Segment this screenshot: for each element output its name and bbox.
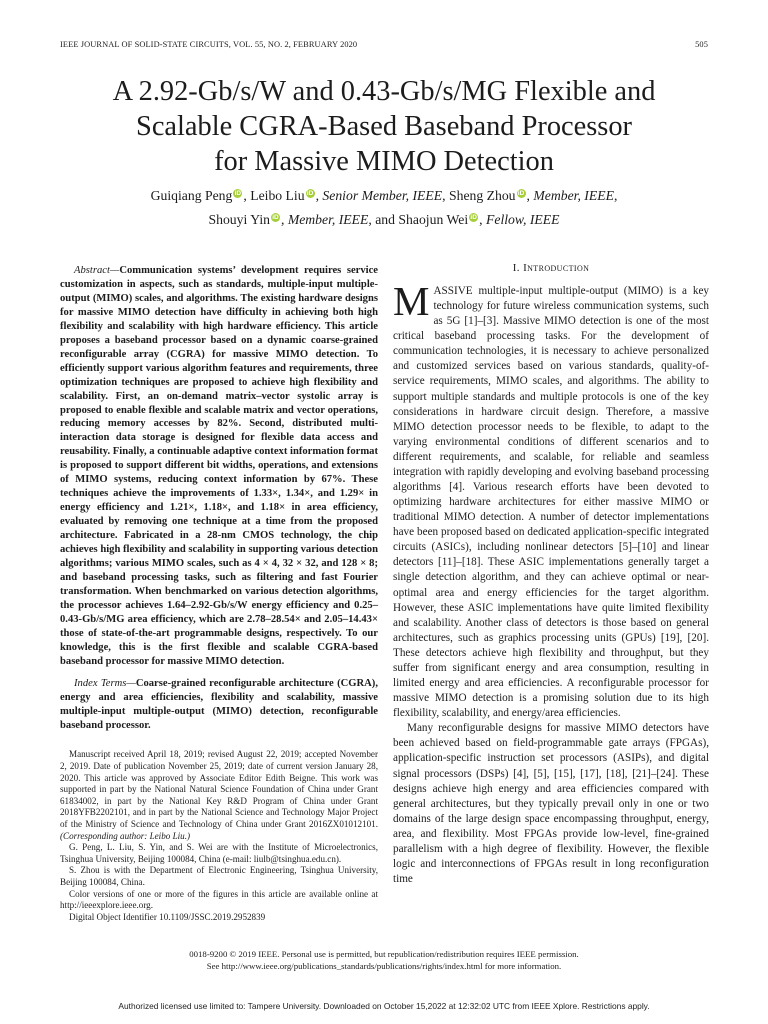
left-column [60,264,378,923]
section-title: Introduction [523,262,590,274]
page-number: 505 [695,40,708,49]
orcid-icon[interactable]: iD [306,190,314,197]
author-name: Shaojun Wei [398,212,469,227]
abstract-text: Communication systems’ development requires service customization in aspects, such as standards, multiple-input multiple-output (MIMO) scales, and algorithms. The existing hardware designs for massive MIMO detection have difficulty in achieving both high flexibility and scalability with high hardware efficiency. This article proposes a baseband processor based on a dynamic coarse-grained reconfigurable array (CGRA) for massive MIMO detection. To efficiently support various algorithm features and requirements, three optimization techniques are proposed to achieve high flexibility and scalability. First, an on-demand matrix–vector systolic array is proposed to enable flexible and scalable matrix and vector operations, reducing memory accesses by 82%. Second, distributed multi-interaction data storage is designed for flexible data access and reusability. Finally, a continuable adaptive context information format is proposed to support different bit widths, operations, and extensions of MIMO systems, reducing context information by 67%. These techniques achieve the improvements of 1.33×, 1.34×, and 1.29× in energy efficiency and 1.21×, 1.18×, and 1.18× in area efficiency, evaluated by removing one technique at a time from the proposed architecture. Fabricated in a 28-nm CMOS technology, the chip achieves high flexibility and scalability in supporting various detection algorithms; various MIMO scales, such as 4 × 4, 32 × 32, and 128 × 8; and baseband processing tasks, such as filtering and fast Fourier transformation. When benchmarked on various detection algorithms, the processor achieves 1.64–2.92-Gb/s/W energy efficiency and 0.25–0.43-Gb/s/MG area efficiency, which are 2.78–28.54× and 2.05–14.43× those of state-of-the-art programmable designs, respectively. To our knowledge, this is the first flexible and scalable CGRA-based baseband processor for massive MIMO detection. [60,265,378,667]
paper-title [40,74,728,179]
orcid-icon[interactable]: iD [234,190,242,197]
author-membership: Fellow, IEEE [486,212,560,227]
footnote-manuscript [60,749,378,842]
author-membership: Senior Member, IEEE [322,188,443,203]
intro-paragraph-2: Many reconfigurable designs for massive MIMO detectors have been achieved based on field-programmable gate arrays (FPGAs), application-specific instruction set processors (ASIPs), and digital signal processors (DSPs) [4], [5], [15], [17], [18], [21]–[24]. These designs achieve high energy and area efficiencies compared with general architectures, but they typically prevail only in one or two domains of the large design space encompassing throughput, energy, area, and flexibility. Most FPGAs provide low-level, fine-grained parallelism with a high degree of flexibility. However, the flexible logic and interconnections of FPGAs result in long reconfiguration time [393,722,709,886]
author-name: Sheng Zhou [448,188,516,203]
author-name: Leibo Liu [250,188,305,203]
title-line: for Massive MIMO Detection [214,146,554,177]
drop-cap: M [393,278,430,324]
copyright-notice [60,949,708,972]
journal-citation: IEEE JOURNAL OF SOLID-STATE CIRCUITS, VOL. 55, NO. 2, FEBRUARY 2020 [60,40,358,49]
corresponding-author: (Corresponding author: Leibo Liu.) [60,830,191,841]
author-name: Guiqiang Peng [150,188,233,203]
abstract-label: Abstract— [74,265,120,276]
abstract [60,264,378,669]
author-line-2: Shouyi Yin iD , Member, IEEE, and Shaojun Wei iD , Fellow, IEEE [208,212,560,227]
section-heading [393,262,709,274]
footnote-affiliation: S. Zhou is with the Department of Electronic Engineering, Tsinghua University, Beijing 100084, China. [60,865,378,887]
footnotes [60,749,378,923]
author-line-1: Guiqiang Peng iD , Leibo Liu iD , Senior Member, IEEE, Sheng Zhou iD , Member, IEEE, [150,188,618,203]
footnote-color-versions: Color versions of one or more of the figures in this article are available online at http://ieeexplore.ieee.org. [60,888,378,911]
footnote-manuscript-text: Manuscript received April 18, 2019; revised August 22, 2019; accepted November 2, 2019. Date of publication November 25, 2019; date of current version January 28, 2020. This article was approved by Associate Editor Edith Beigne. This work was supported in part by the National Natural Science Foundation of China under Grant 61834002, in part by the National Key R&D Program of China under Grant 2018YFB2202101, and in part by the National Science and Technology Major Project of the Ministry of Science and Technology of China under Grant 2016ZX01012101. [60,749,378,830]
orcid-icon[interactable]: iD [517,190,525,197]
first-word: ASSIVE [433,285,473,297]
running-head [60,40,708,52]
license-footer: Authorized licensed use limited to: Tampere University. Downloaded on October 15,2022 at 12:32:02 UTC from IEEE Xplore. Restrictions apply. [118,1001,650,1011]
footnote-doi: Digital Object Identifier 10.1109/JSSC.2019.2952839 [69,911,266,922]
copyright-line: 0018-9200 © 2019 IEEE. Personal use is permitted, but republication/redistribution requires IEEE permission. [189,949,579,959]
author-name: Shouyi Yin [208,212,270,227]
title-line: Scalable CGRA-Based Baseband Processor [136,111,632,142]
index-terms-text: Coarse-grained reconfigurable architecture (CGRA), energy and area efficiencies, flexibility and scalability, massive multiple-input multiple-output (MIMO) detection, reconfigurable baseband processor. [60,677,378,731]
intro-paragraph-1 [393,278,709,721]
orcid-icon[interactable]: iD [470,214,477,221]
index-terms [60,677,378,733]
paragraph-text: multiple-input multiple-output (MIMO) is a key technology for future wireless communication systems, such as 5G [1]–[3]. Massive MIMO detection is one of the most critical baseband processing tasks. For the development of communication technologies, it is necessary to achieve personalized and customized services based on various standards, quality-of-service requirements, MIMO scales, and algorithms. The ability to support multiple standards and multiple protocols is one of the key considerations in hardware circuit design. Therefore, a massive MIMO detection processor needs to be flexible, to adapt to the varying environmental conditions of different scenarios and to different requirements, and scalable, for reliable and seamless integration with rapidly developing and evolving baseband processing algorithms [4]. Various research efforts have been devoted to optimizing hardware architectures for either massive MIMO or traditional MIMO detection. A number of detector implementations have been proposed based on dedicated application-specific integrated circuits (ASICs), including nonlinear detectors [5]–[10] and linear detectors [11]–[18]. These ASIC implementations generally target a single detection algorithm, and they can achieve optimal or near-optimal area and energy efficiencies for the target algorithm. However, these ASIC implementations have quite limited flexibility and scalability. Another class of detectors is those based on general architectures, such as graphics processing units (GPUs) [19], [20]. These detectors achieve high flexibility and throughput, but they suffer from significant energy and area consumption, resulting in limited energy and area efficiencies. A reconfigurable processor for massive MIMO detection is a promising solution due to its high flexibility, scalability, and energy/area efficiencies. [393,285,709,720]
author-membership: Member, IEEE [533,188,614,203]
right-column [393,262,709,887]
author-list [30,184,738,232]
index-terms-label: Index Terms— [74,677,136,689]
copyright-line: See http://www.ieee.org/publications_standards/publications/rights/index.html for more information. [206,960,562,971]
author-membership: Member, IEEE [287,212,369,227]
footnote-affiliation: G. Peng, L. Liu, S. Yin, and S. Wei are with the Institute of Microelectronics, Tsinghua University, Beijing 100084, China (e-mail: liulb@tsinghua.edu.cn). [60,842,378,864]
orcid-icon[interactable]: iD [272,214,279,221]
section-number: I. [512,262,520,274]
title-line: A 2.92-Gb/s/W and 0.43-Gb/s/MG Flexible and [112,76,656,107]
